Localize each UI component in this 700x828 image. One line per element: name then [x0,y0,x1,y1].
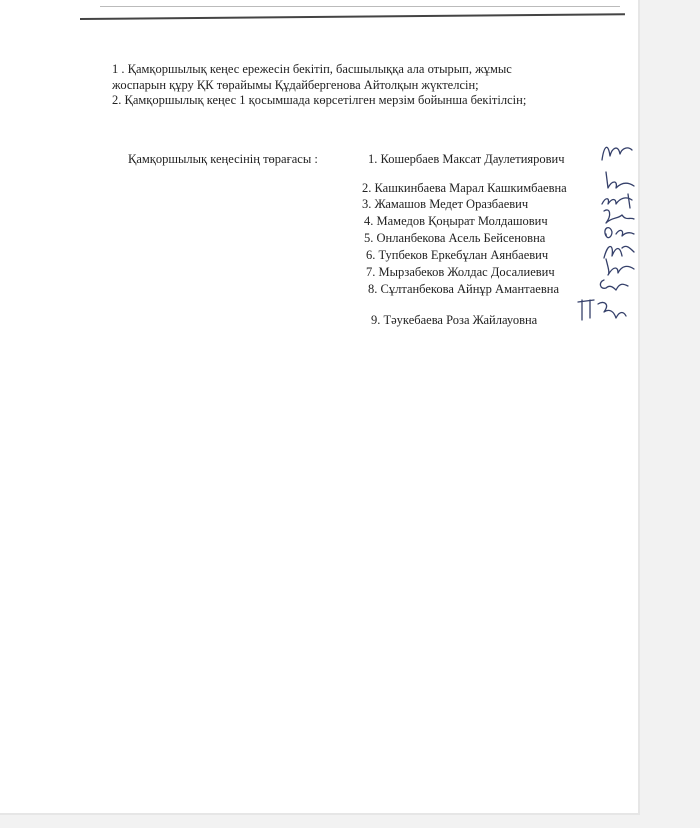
member-5: 5. Онланбекова Асель Бейсеновна [364,231,546,245]
scan-edge-line [100,6,620,7]
header-rule [80,13,625,20]
chair-label: Қамқоршылық кеңесінің төрағасы : [128,152,318,166]
item-1-line-1: 1 . Қамқоршылық кеңес ережесін бекітіп, басшылыққа ала отырып, жұмыс [112,62,512,76]
signature-1 [598,138,638,168]
item-2: 2. Қамқоршылық кеңес 1 қосымшада көрсетілген мерзім бойынша бекітілсін; [112,93,527,107]
signature-9 [572,294,632,328]
member-7: 7. Мырзабеков Жолдас Досалиевич [366,265,555,279]
member-4: 4. Мамедов Қоңырат Молдашович [364,214,548,228]
member-2: 2. Кашкинбаева Марал Кашкимбаевна [362,181,567,195]
member-3: 3. Жамашов Медет Оразбаевич [362,197,529,211]
member-1: 1. Кошербаев Максат Даулетиярович [368,152,565,166]
member-8: 8. Сұлтанбекова Айнұр Амантаевна [368,282,559,296]
item-1-line-2: жоспарын құру ҚК төрайымы Құдайбергенова Айтолқын жүктелсін; [112,78,479,92]
signature-8 [596,272,636,296]
member-6: 6. Тупбеков Еркебұлан Аянбаевич [366,248,549,262]
member-9: 9. Тәукебаева Роза Жайлауовна [371,313,538,327]
